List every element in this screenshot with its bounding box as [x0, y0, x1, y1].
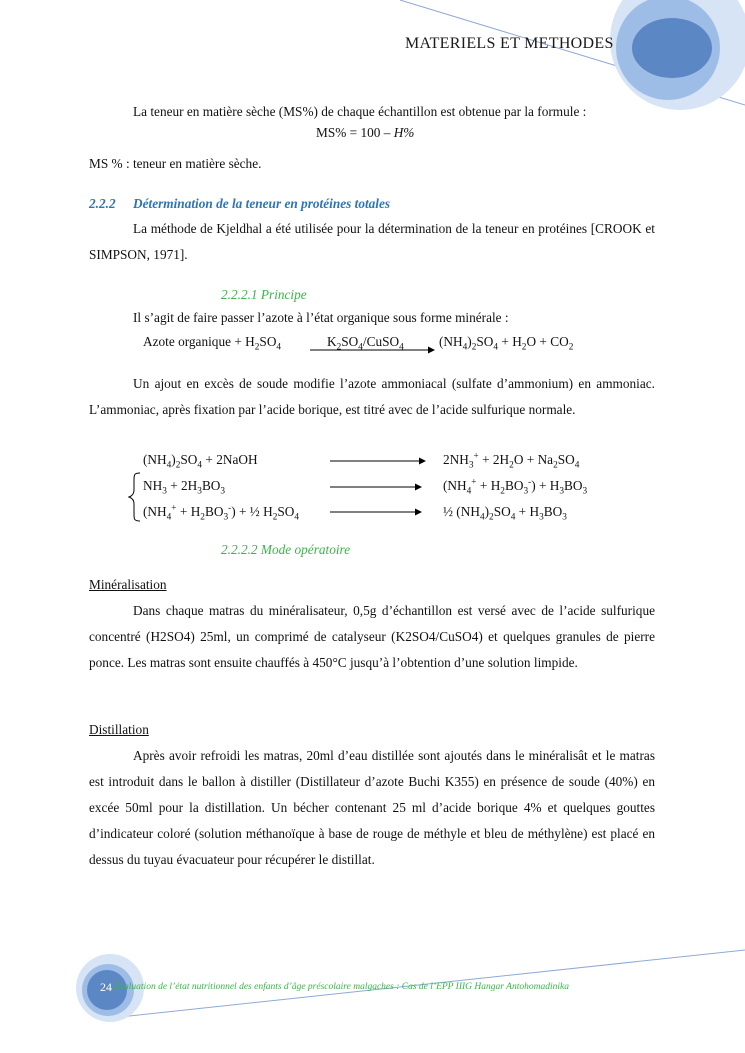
distillation-heading: Distillation — [89, 722, 149, 737]
ms-formula-var: H% — [393, 125, 415, 140]
header-title: MATERIELS ET METHODES — [405, 35, 614, 52]
header-circle-inner — [632, 18, 712, 78]
principe-text: Il s’agit de faire passer l’azote à l’état organique sous forme minérale : — [133, 310, 509, 325]
ms-formula-left: MS% = 100 – — [316, 125, 394, 140]
reaction-brace — [129, 473, 140, 521]
ms-sentence: La teneur en matière sèche (MS%) de chaque échantillon est obtenue par la formule : — [133, 104, 587, 119]
reaction-1-right: $2NH_3^+ + 2H_2O + Na_2SO_4$ — [443, 451, 580, 471]
reaction-2-left: $NH_3 + 2H_3BO_3$ — [143, 478, 226, 497]
reaction-arrow-1-svg — [330, 456, 426, 466]
reaction-2-right: $(NH_4^+ + H_2BO_3^-) + H_3BO_3$ — [443, 477, 588, 497]
mineralisation-heading: Minéralisation — [89, 577, 167, 592]
reaction-main-left: Azote organique + $H_2SO_4$ — [143, 334, 282, 353]
reaction-main-catalyst: $K_2SO_4/CuSO_4$ — [327, 334, 404, 353]
reaction-3-left: $(NH_4^+ + H_2BO_3^-)$ + ½ $H_2SO_4$ — [143, 503, 299, 523]
footer-decoration — [0, 940, 745, 1053]
reaction-main-arrow — [310, 345, 435, 355]
reaction-main-right: $(NH_4)_2SO_4 + H_2O + CO_2$ — [439, 334, 574, 353]
section-intro: La méthode de Kjeldhal a été utilisée pour la détermination de la teneur en protéines [CROOK et SIMPSON, 1971]. — [89, 221, 655, 262]
principe-paragraph: Un ajout en excès de soude modifie l’azote ammoniacal (sulfate d’ammonium) en ammoniac. L’ammoniac, après fixation par l’acide borique, est titré avec de l’acide sulfurique normale. — [89, 376, 655, 417]
mineralisation-text: Dans chaque matras du minéralisateur, 0,5g d’échantillon est versé avec de l’acide sulfurique concentré (H2SO4) 25ml, un comprimé de catalyseur (K2SO4/CuSO4) et quelques granules de pierre ponce. Les matras sont ensuite chauffés à 450°C jusqu’à l’obtention d’une solution limpide. — [89, 603, 655, 670]
distillation-text: Après avoir refroidi les matras, 20ml d’eau distillée sont ajoutés dans le minéralisât et le matras est introduit dans le ballon à distiller (Distillateur d’azote Buchi K355) en présence de soude (40%) en excée 50ml pour la distillation. Un bécher contenant 25 ml d’acide borique 4% et quelques gouttes d’indicateur coloré (solution méthanoïque à base de rouge de méthyle et bleu de méthylène) est placé en dessus du tuyau évacuateur pour récupérer le distillat. — [89, 748, 655, 867]
footer-text: Evaluation de l’état nutritionnel des enfants d’âge préscolaire malgaches : Cas de l’EPP IIIG Hangar Antohomadinika — [114, 982, 569, 992]
principe-title: 2.2.2.1 Principe — [221, 287, 307, 302]
reaction-1-left: $(NH_4)_2SO_4$ + 2NaOH — [143, 452, 258, 471]
ms-formula — [316, 125, 414, 141]
mode-title: 2.2.2.2 Mode opératoire — [221, 542, 351, 557]
section-heading — [89, 196, 390, 212]
section-number: 2.2.2 — [89, 196, 116, 211]
section-title: Détermination de la teneur en protéines totales — [133, 196, 391, 211]
page-number: 24 — [100, 980, 112, 994]
reaction-arrows — [128, 470, 428, 526]
ms-definition: MS % : teneur en matière sèche. — [89, 156, 262, 171]
reaction-3-right: ½ $(NH_4)_2SO_4 + H_3BO_3$ — [443, 504, 567, 523]
